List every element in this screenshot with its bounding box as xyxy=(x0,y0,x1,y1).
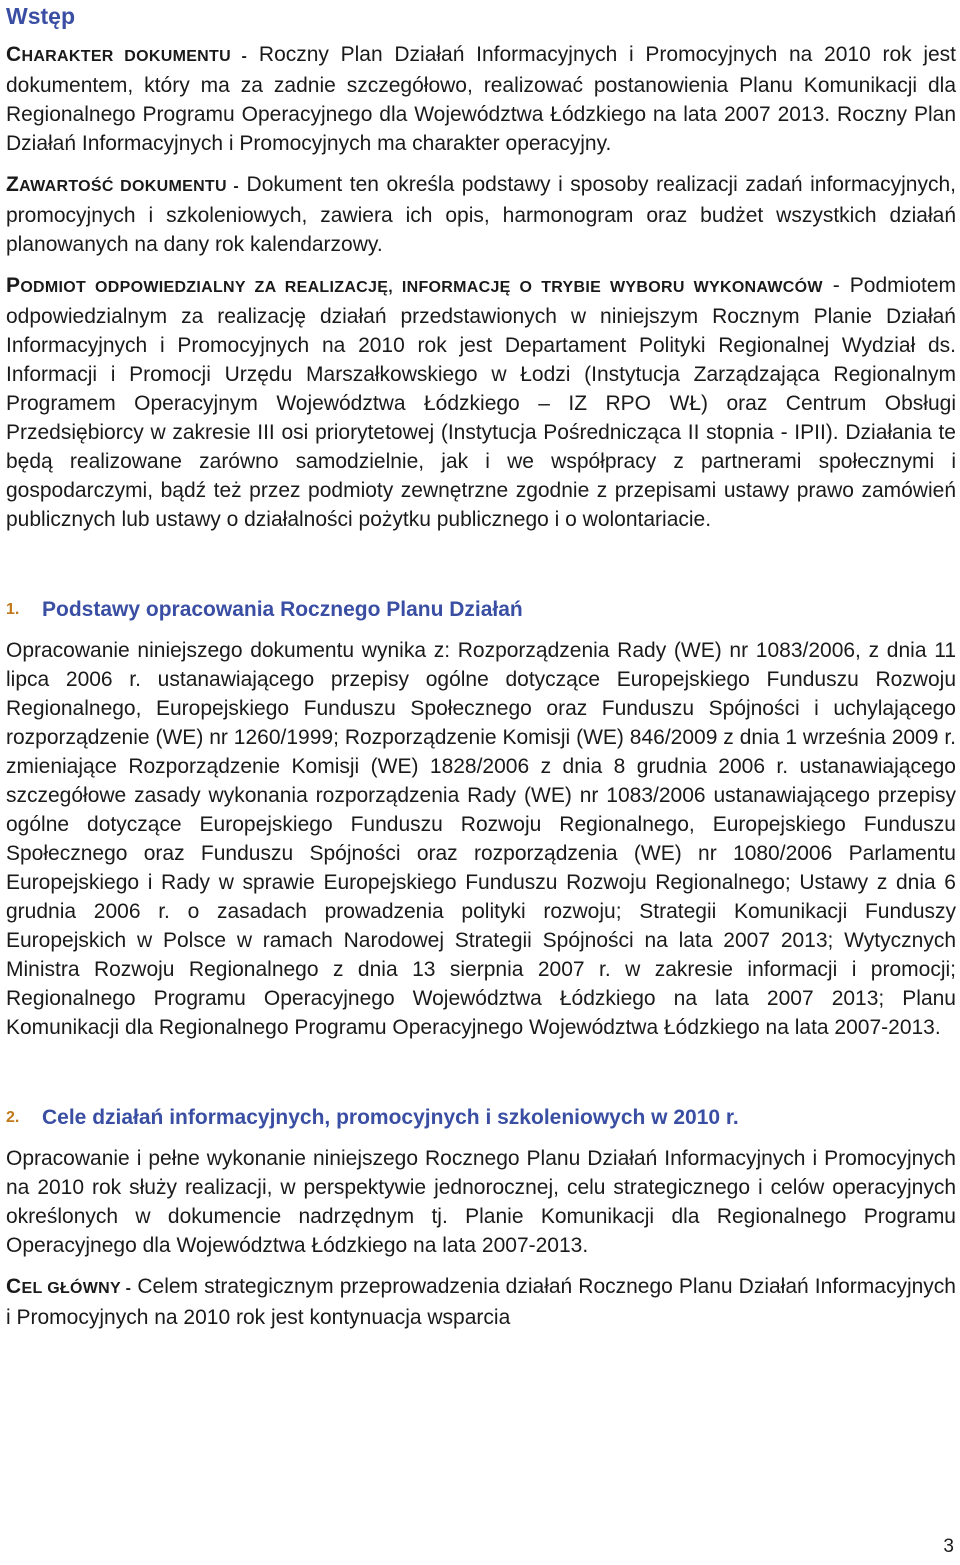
section-1-body: Opracowanie niniejszego dokumentu wynika z: Rozporządzenia Rady (WE) nr 1083/2006, z dnia 11 lipca 2006 r. ustanawiającego przepisy ogólne dotyczące Europejskiego Funduszu Rozwoju Regionalnego, Europejskiego Funduszu Społecznego oraz Funduszu Spójności i uchylającego rozporządzenie (WE) nr 1260/1999; Rozporządzenie Komisji (WE) 846/2009 z dnia 1 września 2009 r. zmieniające Rozporządzenie Komisji (WE) 1828/2006 z dnia 8 grudnia 2006 r. ustanawiającego szczegółowe zasady wykonania rozporządzenia Rady (WE) nr 1083/2006 ustanawiającego przepisy ogólne dotyczące Europejskiego Funduszu Rozwoju Regionalnego, Europejskiego Funduszu Społecznego oraz Funduszu Spójności oraz rozporządzenia (WE) nr 1080/2006 Parlamentu Europejskiego i Rady w sprawie Europejskiego Funduszu Rozwoju Regionalnego; Ustawy z dnia 6 grudnia 2006 r. o zasadach prowadzenia polityki rozwoju; Strategii Komunikacji Funduszy Europejskich w Polsce w ramach Narodowej Strategii Spójności na lata 2007 2013; Wytycznych Ministra Rozwoju Regionalnego z dnia 13 sierpnia 2007 r. w zakresie informacji i promocji; Regionalnego Programu Operacyjnego Województwa Łódzkiego na lata 2007 2013; Planu Komunikacji dla Regionalnego Programu Operacyjnego Województwa Łódzkiego na lata 2007-2013. xyxy=(6,639,956,1039)
spacer xyxy=(6,546,956,586)
spacer xyxy=(6,1054,956,1094)
lead-cel xyxy=(6,1275,132,1298)
section-1-heading xyxy=(6,596,956,624)
lead-charakter-rest: HARAKTER DOKUMENTU - xyxy=(21,48,248,65)
paragraph-zawartosc xyxy=(6,170,956,259)
page-number: 3 xyxy=(943,1536,954,1557)
paragraph-zawartosc-text: Dokument ten określa podstawy i sposoby realizacji zadań informacyjnych, promocyjnych i szkoleniowych, zawiera ich opis, harmonogram oraz budżet wszystkich działań planowanych na dany rok kalendarzowy. xyxy=(6,173,956,256)
section-2-body: Opracowanie i pełne wykonanie niniejszego Rocznego Planu Działań Informacyjnych i Promocyjnych na 2010 rok służy realizacji, w perspektywie jednorocznej, celu strategicznego i celów operacyjnych określonych w dokumencie nadrzędnym tj. Planie Komunikacji dla Regionalnego Programu Operacyjnego dla Województwa Łódzkiego na lata 2007-2013. xyxy=(6,1147,956,1257)
section-2-heading xyxy=(6,1104,956,1132)
lead-podmiot-cap: P xyxy=(6,274,21,297)
paragraph-cel xyxy=(6,1272,956,1332)
paragraph-podmiot xyxy=(6,271,956,534)
section-2-title: Cele działań informacyjnych, promocyjnych i szkoleniowych w 2010 r. xyxy=(42,1106,739,1129)
lead-zawartosc-cap: Z xyxy=(6,173,20,196)
lead-cel-cap: C xyxy=(6,1275,22,1298)
lead-charakter xyxy=(6,43,248,66)
page-title: Wstęp xyxy=(6,3,75,29)
section-1-number: 1. xyxy=(6,601,20,618)
paragraph-cel-text: Celem strategicznym przeprowadzenia działań Rocznego Planu Działań Informacyjnych i Promocyjnych na 2010 rok jest kontynuacja wsparcia xyxy=(6,1275,956,1329)
lead-podmiot-rest: ODMIOT ODPOWIEDZIALNY ZA REALIZACJĘ, INFORMACJĘ O TRYBIE WYBORU WYKONAWCÓW xyxy=(20,279,823,296)
lead-charakter-cap: C xyxy=(6,43,22,66)
paragraph-charakter-text: Roczny Plan Działań Informacyjnych i Promocyjnych na 2010 rok jest dokumentem, który ma za zadnie szczegółowo, realizować postanowienia Planu Komunikacji dla Regionalnego Programu Operacyjnego dla Województwa Łódzkiego na lata 2007 2013. Roczny Plan Działań Informacyjnych i Promocyjnych ma charakter operacyjny. xyxy=(6,43,957,155)
lead-zawartosc-rest: AWARTOŚĆ DOKUMENTU - xyxy=(19,178,239,195)
paragraph-podmiot-text: - Podmiotem odpowiedzialnym za realizację działań przedstawionych w niniejszym Rocznym Planie Działań Informacyjnych i Promocyjnych na 2010 rok jest Departament Polityki Regionalnej Wydział ds. Informacji i Promocji Urzędu Marszałkowskiego w Łodzi (Instytucja Zarządzająca Regionalnym Programem Operacyjnym Województwa Łódzkiego – IZ RPO WŁ) oraz Centrum Obsługi Przedsiębiorcy w zakresie III osi priorytetowej (Instytucja Pośrednicząca II stopnia - IPII). Działania te będą realizowane zarówno samodzielnie, jak i we współpracy z partnerami społecznymi i gospodarczymi, bądź też przez podmioty zewnętrzne zgodnie z przepisami ustawy prawo zamówień publicznych lub ustawy o działalności pożytku publicznego i o wolontariacie. xyxy=(6,274,957,531)
paragraph-charakter xyxy=(6,40,956,158)
lead-podmiot xyxy=(6,274,823,297)
lead-cel-rest: EL GŁÓWNY - xyxy=(21,1280,132,1297)
document-page xyxy=(6,0,956,1344)
section-2-number: 2. xyxy=(6,1109,20,1126)
section-1-title: Podstawy opracowania Rocznego Planu Działań xyxy=(42,598,523,621)
lead-zawartosc xyxy=(6,173,239,196)
